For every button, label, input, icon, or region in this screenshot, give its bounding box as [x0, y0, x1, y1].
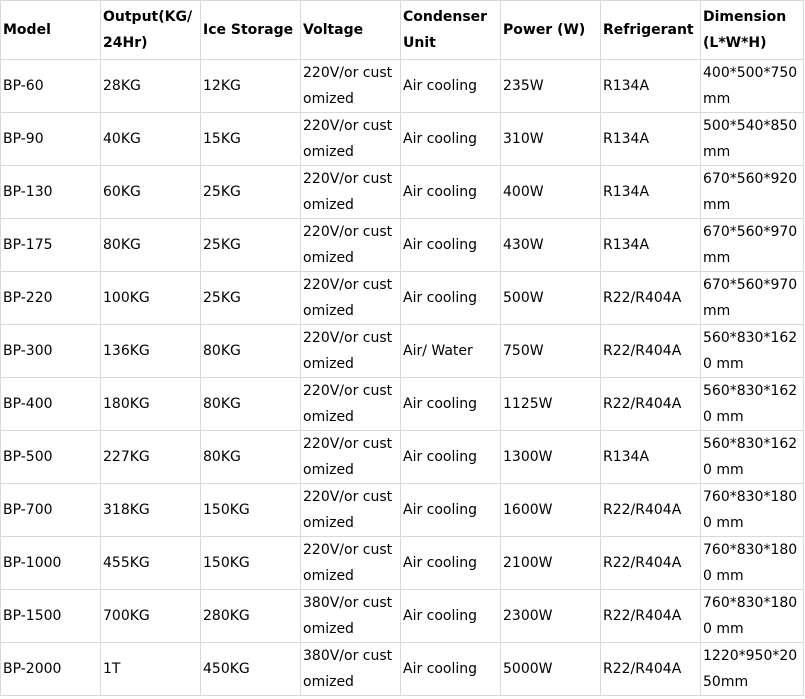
- output-cell: 28KG: [101, 60, 201, 113]
- power-cell: 2100W: [501, 537, 601, 590]
- condenser-cell: Air cooling: [401, 643, 501, 696]
- power-cell: 235W: [501, 60, 601, 113]
- header-model: Model: [1, 1, 101, 60]
- condenser-cell: Air cooling: [401, 537, 501, 590]
- voltage-cell: 220V/or customized: [301, 60, 401, 113]
- dimension-cell: 670*560*970 mm: [701, 272, 804, 325]
- table-row: [1, 484, 804, 537]
- dimension-cell: 670*560*970 mm: [701, 219, 804, 272]
- table-row: [1, 166, 804, 219]
- voltage-cell: 220V/or customized: [301, 378, 401, 431]
- table-row: [1, 431, 804, 484]
- output-cell: 40KG: [101, 113, 201, 166]
- voltage-cell: 220V/or customized: [301, 166, 401, 219]
- condenser-cell: Air/ Water: [401, 325, 501, 378]
- power-cell: 1125W: [501, 378, 601, 431]
- model-cell: BP-1500: [1, 590, 101, 643]
- table-header-row: [1, 1, 804, 60]
- condenser-cell: Air cooling: [401, 113, 501, 166]
- ice-storage-cell: 450KG: [201, 643, 301, 696]
- ice-storage-cell: 150KG: [201, 484, 301, 537]
- power-cell: 5000W: [501, 643, 601, 696]
- power-cell: 430W: [501, 219, 601, 272]
- ice-storage-cell: 80KG: [201, 325, 301, 378]
- condenser-cell: Air cooling: [401, 590, 501, 643]
- voltage-cell: 220V/or customized: [301, 484, 401, 537]
- ice-storage-cell: 25KG: [201, 166, 301, 219]
- output-cell: 1T: [101, 643, 201, 696]
- power-cell: 500W: [501, 272, 601, 325]
- condenser-cell: Air cooling: [401, 431, 501, 484]
- header-dimension: Dimension (L*W*H): [701, 1, 804, 60]
- condenser-cell: Air cooling: [401, 166, 501, 219]
- condenser-cell: Air cooling: [401, 60, 501, 113]
- refrigerant-cell: R134A: [601, 166, 701, 219]
- voltage-cell: 220V/or customized: [301, 325, 401, 378]
- refrigerant-cell: R134A: [601, 219, 701, 272]
- output-cell: 136KG: [101, 325, 201, 378]
- header-voltage: Voltage: [301, 1, 401, 60]
- ice-storage-cell: 25KG: [201, 272, 301, 325]
- voltage-cell: 220V/or customized: [301, 113, 401, 166]
- power-cell: 2300W: [501, 590, 601, 643]
- output-cell: 700KG: [101, 590, 201, 643]
- refrigerant-cell: R134A: [601, 60, 701, 113]
- header-power: Power (W): [501, 1, 601, 60]
- output-cell: 80KG: [101, 219, 201, 272]
- table-row: [1, 643, 804, 696]
- model-cell: BP-175: [1, 219, 101, 272]
- model-cell: BP-300: [1, 325, 101, 378]
- voltage-cell: 220V/or customized: [301, 431, 401, 484]
- ice-storage-cell: 12KG: [201, 60, 301, 113]
- dimension-cell: 560*830*1620 mm: [701, 325, 804, 378]
- dimension-cell: 500*540*850 mm: [701, 113, 804, 166]
- ice-storage-cell: 80KG: [201, 431, 301, 484]
- model-cell: BP-220: [1, 272, 101, 325]
- ice-storage-cell: 280KG: [201, 590, 301, 643]
- dimension-cell: 560*830*1620 mm: [701, 431, 804, 484]
- model-cell: BP-90: [1, 113, 101, 166]
- table-row: [1, 219, 804, 272]
- model-cell: BP-700: [1, 484, 101, 537]
- output-cell: 100KG: [101, 272, 201, 325]
- refrigerant-cell: R22/R404A: [601, 643, 701, 696]
- dimension-cell: 760*830*1800 mm: [701, 537, 804, 590]
- table-row: [1, 537, 804, 590]
- table-row: [1, 60, 804, 113]
- power-cell: 310W: [501, 113, 601, 166]
- ice-storage-cell: 25KG: [201, 219, 301, 272]
- table-row: [1, 272, 804, 325]
- header-output: Output(KG/24Hr): [101, 1, 201, 60]
- power-cell: 750W: [501, 325, 601, 378]
- voltage-cell: 220V/or customized: [301, 537, 401, 590]
- voltage-cell: 380V/or customized: [301, 643, 401, 696]
- ice-storage-cell: 80KG: [201, 378, 301, 431]
- model-cell: BP-400: [1, 378, 101, 431]
- dimension-cell: 400*500*750 mm: [701, 60, 804, 113]
- refrigerant-cell: R134A: [601, 431, 701, 484]
- power-cell: 1600W: [501, 484, 601, 537]
- power-cell: 400W: [501, 166, 601, 219]
- condenser-cell: Air cooling: [401, 378, 501, 431]
- output-cell: 227KG: [101, 431, 201, 484]
- refrigerant-cell: R22/R404A: [601, 484, 701, 537]
- dimension-cell: 1220*950*2050mm: [701, 643, 804, 696]
- refrigerant-cell: R22/R404A: [601, 325, 701, 378]
- dimension-cell: 760*830*1800 mm: [701, 484, 804, 537]
- dimension-cell: 560*830*1620 mm: [701, 378, 804, 431]
- header-ice-storage: Ice Storage: [201, 1, 301, 60]
- voltage-cell: 380V/or customized: [301, 590, 401, 643]
- header-condenser-unit: Condenser Unit: [401, 1, 501, 60]
- model-cell: BP-2000: [1, 643, 101, 696]
- voltage-cell: 220V/or customized: [301, 219, 401, 272]
- power-cell: 1300W: [501, 431, 601, 484]
- refrigerant-cell: R134A: [601, 113, 701, 166]
- voltage-cell: 220V/or customized: [301, 272, 401, 325]
- dimension-cell: 760*830*1800 mm: [701, 590, 804, 643]
- output-cell: 180KG: [101, 378, 201, 431]
- refrigerant-cell: R22/R404A: [601, 378, 701, 431]
- refrigerant-cell: R22/R404A: [601, 537, 701, 590]
- header-refrigerant: Refrigerant: [601, 1, 701, 60]
- model-cell: BP-130: [1, 166, 101, 219]
- output-cell: 455KG: [101, 537, 201, 590]
- ice-storage-cell: 15KG: [201, 113, 301, 166]
- output-cell: 60KG: [101, 166, 201, 219]
- condenser-cell: Air cooling: [401, 272, 501, 325]
- ice-storage-cell: 150KG: [201, 537, 301, 590]
- condenser-cell: Air cooling: [401, 484, 501, 537]
- table-body: [1, 60, 804, 696]
- table-row: [1, 590, 804, 643]
- refrigerant-cell: R22/R404A: [601, 272, 701, 325]
- output-cell: 318KG: [101, 484, 201, 537]
- model-cell: BP-500: [1, 431, 101, 484]
- condenser-cell: Air cooling: [401, 219, 501, 272]
- table-row: [1, 325, 804, 378]
- table-row: [1, 378, 804, 431]
- model-cell: BP-60: [1, 60, 101, 113]
- table-row: [1, 113, 804, 166]
- model-cell: BP-1000: [1, 537, 101, 590]
- refrigerant-cell: R22/R404A: [601, 590, 701, 643]
- dimension-cell: 670*560*920 mm: [701, 166, 804, 219]
